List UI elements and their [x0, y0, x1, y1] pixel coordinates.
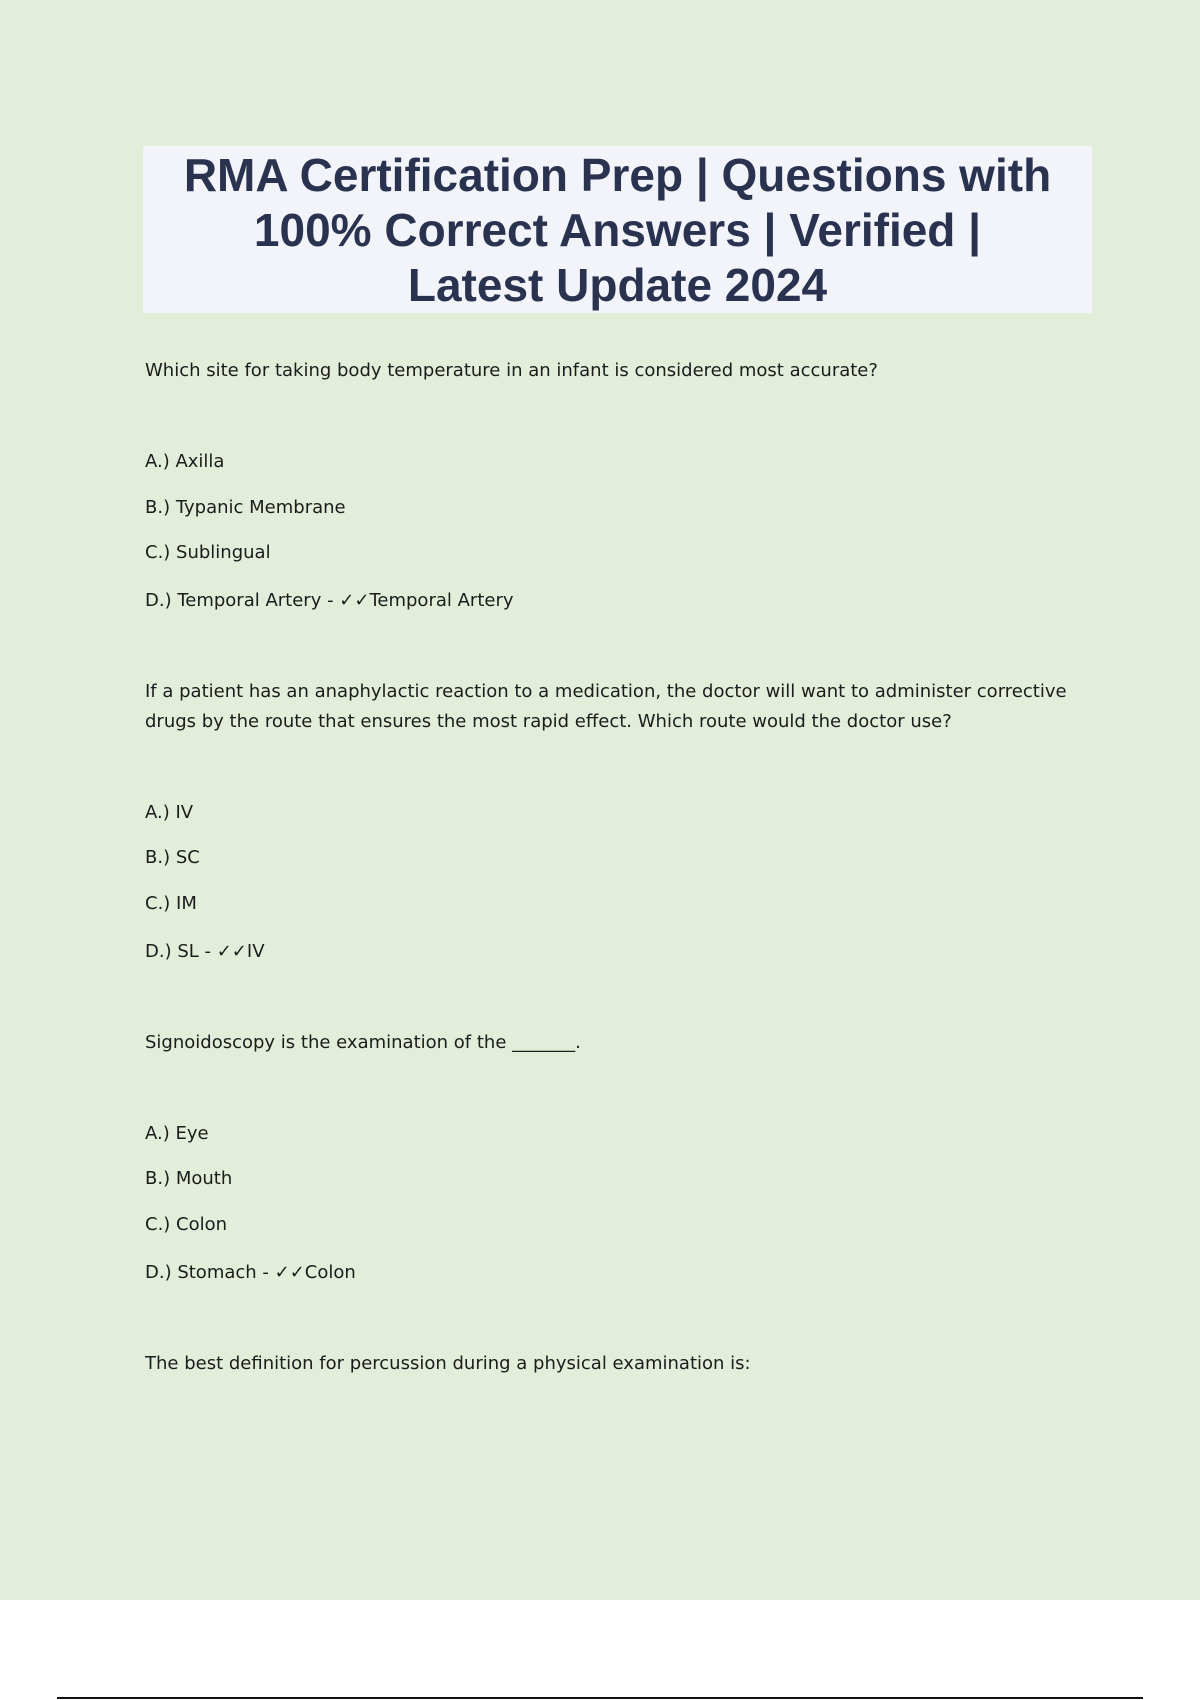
question-2-option-c: C.) IM [145, 893, 197, 914]
question-1-option-a: A.) Axilla [145, 451, 225, 472]
footer-divider [57, 1697, 1143, 1699]
document-title-line-1: RMA Certification Prep | Questions with [183, 149, 1052, 201]
document-title-line-3: Latest Update 2024 [407, 259, 828, 311]
title-banner [143, 146, 1092, 313]
document-title-line-2: 100% Correct Answers | Verified | [253, 204, 982, 256]
question-2-option-a: A.) IV [145, 802, 194, 823]
question-3-option-a: A.) Eye [145, 1123, 209, 1144]
question-3-option-d-answer: D.) Stomach - ✓✓Colon [145, 1262, 356, 1283]
question-3-option-b: B.) Mouth [145, 1168, 233, 1189]
question-2-text: If a patient has an anaphylactic reaction to a medication, the doctor will want to administer corrective drugs by the route that ensures the most rapid effect. Which route would the doctor use? [145, 681, 1067, 732]
question-1-option-c: C.) Sublingual [145, 542, 271, 563]
question-1-option-d-answer: D.) Temporal Artery - ✓✓Temporal Artery [145, 590, 514, 611]
question-1-text: Which site for taking body temperature in an infant is considered most accurate? [145, 360, 878, 381]
question-2-option-b: B.) SC [145, 847, 200, 868]
question-4-text: The best definition for percussion during a physical examination is: [145, 1353, 751, 1374]
question-2-option-d-answer: D.) SL - ✓✓IV [145, 941, 265, 962]
question-3-option-c: C.) Colon [145, 1214, 228, 1235]
question-3-text: Signoidoscopy is the examination of the _______. [145, 1032, 581, 1053]
question-1-option-b: B.) Typanic Membrane [145, 497, 346, 518]
